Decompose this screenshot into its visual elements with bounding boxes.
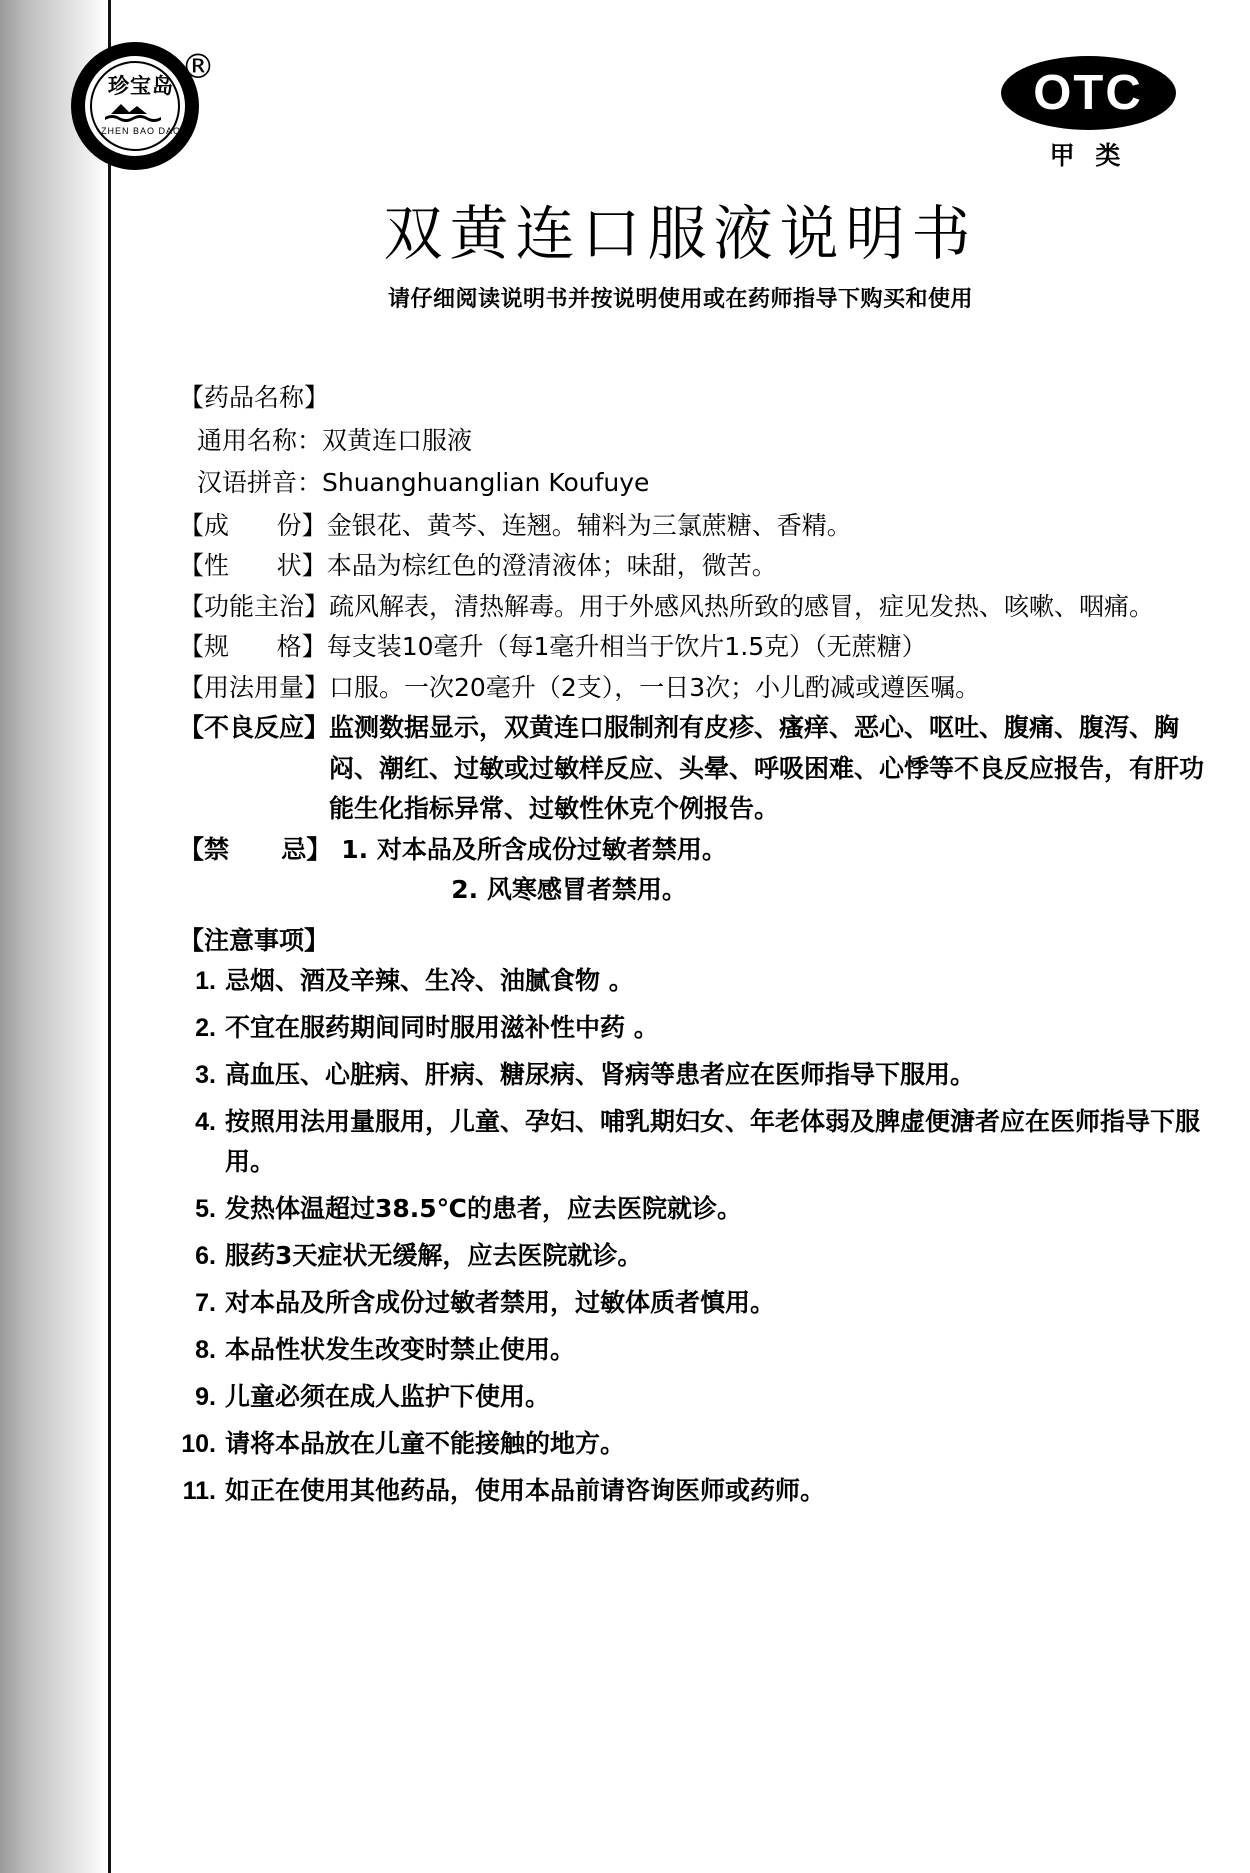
logo-brand-cn: 珍宝岛	[108, 74, 174, 98]
list-item-number: 2.	[195, 1013, 216, 1042]
list-item	[179, 1102, 1208, 1182]
section-ingredients	[179, 506, 1208, 547]
list-item	[179, 1008, 1208, 1048]
section-ingredients-text: 金银花、黄芩、连翘。辅料为三氯蔗糖、香精。	[326, 510, 852, 540]
list-item-number: 6.	[195, 1241, 216, 1270]
list-item	[179, 1471, 1208, 1511]
otc-category-label: 甲 类	[1049, 141, 1127, 170]
list-item-text: 本品性状发生改变时禁止使用。	[225, 1334, 576, 1364]
otc-badge	[988, 56, 1188, 172]
leaflet-page	[100, 0, 1250, 1873]
logo-brand-pinyin: ZHEN BAO DAO	[100, 126, 181, 136]
section-dosage-text: 口服。一次20毫升（2支），一日3次；小儿酌减或遵医嘱。	[329, 672, 981, 702]
section-adverse-reactions	[179, 708, 1208, 830]
list-item	[179, 1236, 1208, 1276]
list-item-number: 3.	[195, 1060, 216, 1089]
list-item	[179, 1377, 1208, 1417]
list-item-number: 8.	[195, 1335, 216, 1364]
section-adverse-reactions-label: 【不良反应】	[179, 713, 330, 742]
list-item-text: 发热体温超过38.5℃的患者，应去医院就诊。	[225, 1193, 742, 1223]
section-drug-name-label: 【药品名称】	[179, 383, 330, 412]
list-item	[179, 1189, 1208, 1229]
section-dosage-label: 【用法用量】	[179, 672, 330, 702]
list-item-text: 高血压、心脏病、肝病、糖尿病、肾病等患者应在医师指导下服用。	[225, 1059, 976, 1089]
list-item-text: 按照用法用量服用，儿童、孕妇、哺乳期妇女、年老体弱及脾虚便溏者应在医师指导下服用。	[225, 1106, 1201, 1176]
list-item-number: 9.	[195, 1382, 216, 1411]
list-item	[179, 961, 1208, 1001]
list-item-text: 如正在使用其他药品，使用本品前请咨询医师或药师。	[225, 1475, 826, 1505]
section-adverse-reactions-text: 监测数据显示，双黄连口服制剂有皮疹、瘙痒、恶心、呕吐、腹痛、腹泻、胸闷、潮红、过敏或过敏样反应、头晕、呼吸困难、心悸等不良反应报告，有肝功能生化指标异常、过敏性休克个例报告。	[329, 713, 1205, 823]
pinyin-name-line: 汉语拼音：Shuanghuanglian Koufuye	[197, 468, 650, 497]
section-ingredients-label: 【成 份】	[179, 510, 327, 540]
list-item-text: 服药3天症状无缓解，应去医院就诊。	[225, 1240, 643, 1270]
section-function-text: 疏风解表，清热解毒。用于外感风热所致的感冒，症见发热、咳嗽、咽痛。	[329, 591, 1155, 621]
list-item-text: 忌烟、酒及辛辣、生冷、油腻食物 。	[225, 965, 634, 995]
list-item-number: 1.	[195, 966, 216, 995]
section-function	[179, 587, 1208, 628]
list-item-text: 请将本品放在儿童不能接触的地方。	[225, 1428, 626, 1458]
list-item	[179, 1424, 1208, 1464]
brand-logo	[71, 42, 215, 182]
list-item-number: 10.	[181, 1429, 216, 1458]
mountain-wave-icon	[105, 102, 165, 124]
section-properties-label: 【性 状】	[179, 551, 327, 580]
list-item-number: 4.	[195, 1107, 216, 1136]
list-item-number: 5.	[195, 1194, 216, 1223]
list-item-number: 11.	[182, 1476, 216, 1505]
section-function-label: 【功能主治】	[179, 591, 330, 621]
contraindication-item: 2. 风寒感冒者禁用。	[451, 875, 687, 904]
generic-name-line: 通用名称：双黄连口服液	[197, 425, 473, 455]
section-specification	[179, 627, 1208, 668]
precautions-list	[179, 961, 1208, 1511]
section-contraindications	[179, 830, 1208, 911]
section-properties	[179, 546, 1208, 587]
section-dosage	[179, 668, 1208, 709]
section-specification-text: 每支装10毫升（每1毫升相当于饮片1.5克）（无蔗糖）	[326, 632, 927, 661]
list-item	[179, 1330, 1208, 1370]
contraindication-item: 1. 对本品及所含成份过敏者禁用。	[341, 834, 727, 864]
title-block	[111, 200, 1250, 313]
section-contraindications-body	[331, 830, 1208, 911]
otc-label: OTC	[1001, 56, 1176, 130]
leaflet-content	[179, 378, 1208, 1518]
section-precautions-label: 【注意事项】	[179, 925, 330, 955]
registered-trademark-icon: ®	[181, 47, 215, 87]
section-contraindications-label: 【禁 忌】	[179, 834, 332, 864]
list-item	[179, 1283, 1208, 1323]
list-item-text: 对本品及所含成份过敏者禁用，过敏体质者慎用。	[225, 1287, 776, 1317]
page-subtitle: 请仔细阅读说明书并按说明使用或在药师指导下购买和使用	[387, 286, 973, 312]
section-properties-text: 本品为棕红色的澄清液体；味甜，微苦。	[326, 551, 777, 580]
decorative-left-gradient-bar	[0, 0, 108, 1873]
list-item-text: 儿童必须在成人监护下使用。	[225, 1381, 551, 1411]
page-title: 双黄连口服液说明书	[383, 199, 978, 268]
list-item-number: 7.	[195, 1288, 216, 1317]
list-item-text: 不宜在服药期间同时服用滋补性中药 。	[225, 1012, 659, 1042]
section-specification-label: 【规 格】	[179, 632, 327, 661]
list-item	[179, 1055, 1208, 1095]
